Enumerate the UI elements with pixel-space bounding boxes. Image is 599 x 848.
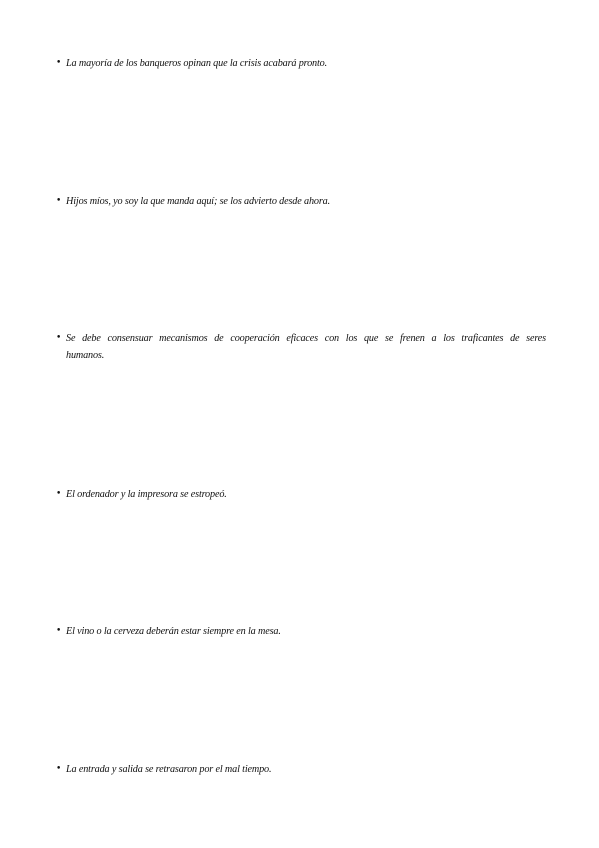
list-item-text: Se debe consensuar mecanismos de cooperación eficaces con los que se frenen a los traficantes de seres humanos. bbox=[66, 333, 546, 361]
list-item-text: El vino o la cerveza deberán estar siempre en la mesa. bbox=[66, 626, 281, 637]
list-item bbox=[56, 55, 546, 72]
list-item bbox=[56, 486, 546, 503]
bullet-icon: • bbox=[56, 333, 62, 343]
list-item-text: La entrada y salida se retrasaron por el mal tiempo. bbox=[66, 764, 272, 775]
list-item-text: La mayoría de los banqueros opinan que la crisis acabará pronto. bbox=[66, 58, 328, 69]
bullet-icon: • bbox=[56, 626, 62, 636]
list-item-text: El ordenador y la impresora se estropeó. bbox=[66, 489, 227, 500]
list-item-text: Hijos míos, yo soy la que manda aquí; se los advierto desde ahora. bbox=[66, 196, 331, 207]
list-item bbox=[56, 193, 546, 210]
list-item bbox=[56, 761, 546, 778]
list-item bbox=[56, 623, 546, 640]
bullet-icon: • bbox=[56, 489, 62, 499]
bullet-icon: • bbox=[56, 196, 62, 206]
bullet-icon: • bbox=[56, 58, 62, 68]
bullet-icon: • bbox=[56, 764, 62, 774]
list-item bbox=[56, 330, 546, 364]
